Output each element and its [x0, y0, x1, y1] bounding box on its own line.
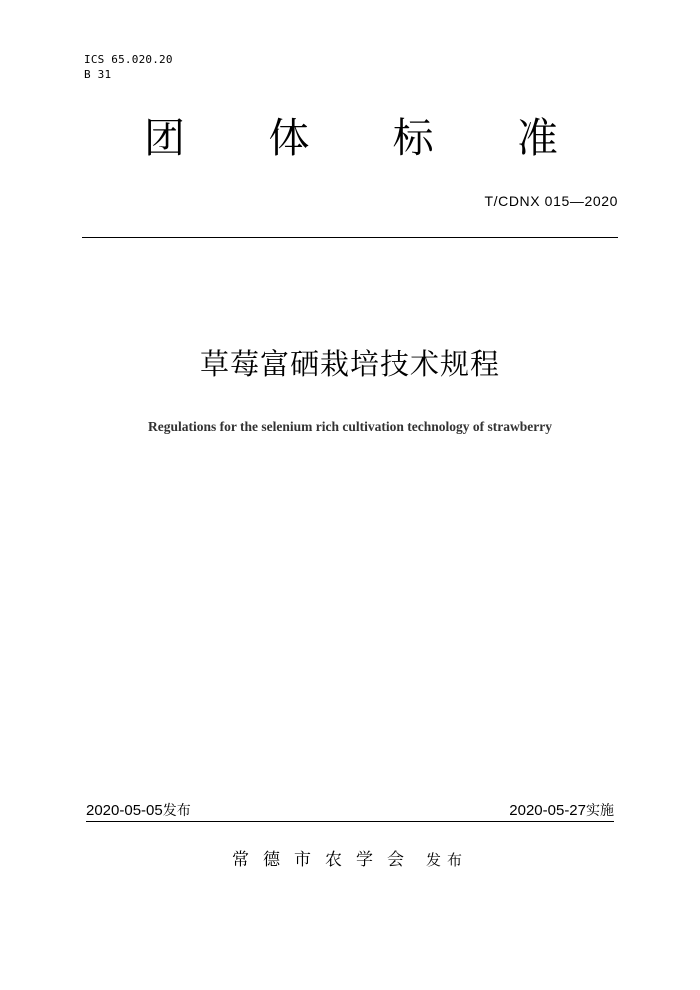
effective-date-block — [509, 800, 614, 820]
standard-code: T/CDNX 015—2020 — [484, 193, 618, 209]
issue-date-block — [86, 800, 191, 820]
publisher-verb: 发布 — [425, 851, 468, 869]
standard-type-char: 标 — [392, 114, 434, 162]
publisher-line — [0, 845, 700, 870]
publisher-name: 常德市农学会 — [231, 850, 418, 870]
effective-label: 实施 — [586, 803, 614, 819]
document-title-chinese: 草莓富硒栽培技术规程 — [199, 347, 500, 381]
standard-type-char: 团 — [144, 114, 185, 162]
standard-type-char: 体 — [268, 114, 310, 162]
header-divider — [82, 237, 618, 238]
issue-date: 2020-05-05 — [86, 802, 163, 819]
ccs-code: B 31 — [84, 68, 112, 81]
document-title-english: Regulations for the selenium rich cultivation technology of strawberry — [148, 419, 552, 434]
footer-divider — [86, 821, 614, 822]
issue-label: 发布 — [162, 803, 191, 819]
standard-type-heading — [82, 112, 618, 164]
standard-type-char: 准 — [516, 114, 558, 162]
effective-date: 2020-05-27 — [509, 802, 586, 819]
ics-code: ICS 65.020.20 — [84, 53, 173, 66]
date-row — [86, 798, 614, 820]
